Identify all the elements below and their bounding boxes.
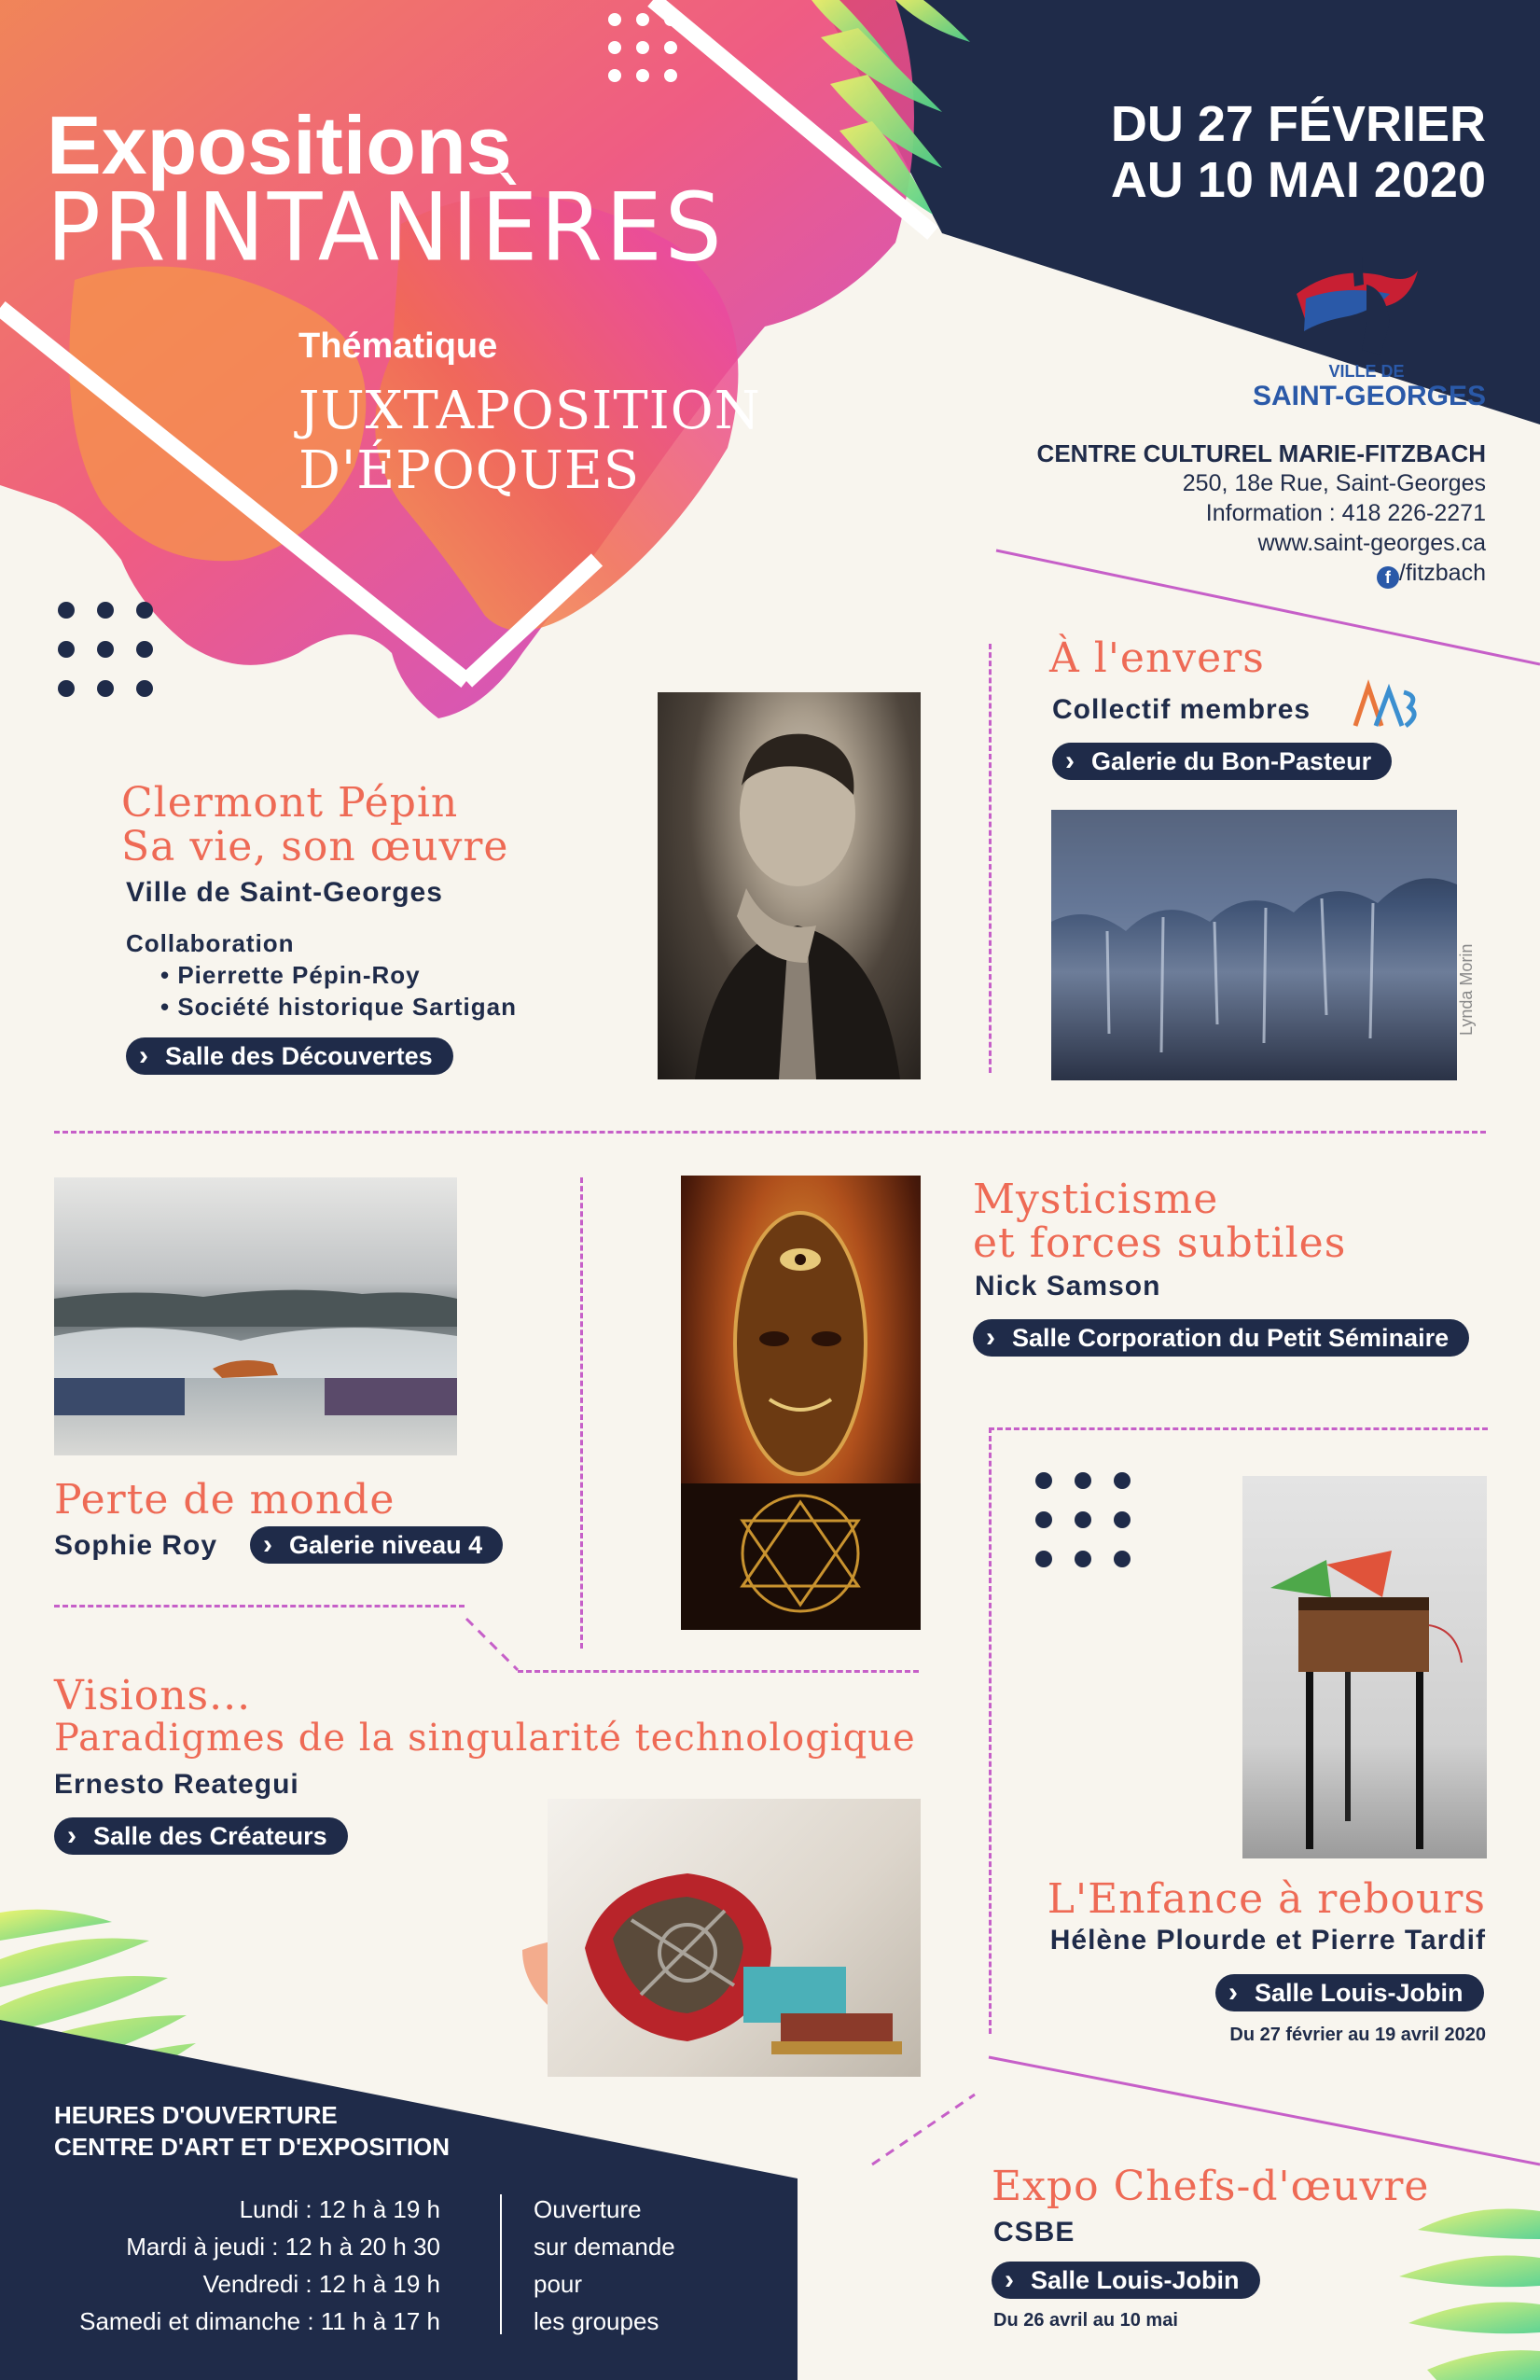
pepin-room-label: Salle des Découvertes	[165, 1042, 433, 1070]
hours-title2: CENTRE D'ART ET D'EXPOSITION	[54, 2133, 451, 2161]
dot-grid-top	[608, 13, 677, 82]
visions-room-label: Salle des Créateurs	[93, 1822, 327, 1850]
divider-horizontal-perte	[54, 1605, 465, 1608]
enfance-artist: Hélène Plourde et Pierre Tardif	[1049, 1925, 1486, 1955]
theme-line1: JUXTAPOSITION	[298, 381, 761, 441]
venue-name: CENTRE CULTUREL MARIE-FITZBACH	[1036, 439, 1486, 467]
chevron-right-icon: ›	[1005, 2264, 1014, 2295]
pepin-portrait-photo	[658, 692, 921, 1079]
envers-title: À l'envers	[1049, 634, 1265, 682]
venue-website[interactable]: www.saint-georges.ca	[1257, 530, 1486, 556]
mask-figure	[681, 1176, 921, 1630]
hours-title1: HEURES D'OUVERTURE	[54, 2101, 338, 2129]
envers-room-button[interactable]	[1052, 743, 1392, 780]
portrait-figure	[658, 692, 921, 1079]
visions-title1: Visions...	[54, 1672, 252, 1719]
logo-line2: SAINT-GEORGES	[1252, 381, 1486, 411]
perte-scene	[54, 1177, 457, 1455]
venue-block	[1037, 438, 1486, 589]
mysticisme-room-button[interactable]	[973, 1319, 1469, 1357]
chevron-right-icon: ›	[1228, 1977, 1238, 2008]
hours-note-line: Ouverture	[534, 2195, 642, 2223]
mysticisme-mask-photo	[681, 1176, 921, 1630]
mysticisme-title2: et forces subtiles	[973, 1219, 1347, 1267]
pepin-collab-1-text: Pierrette Pépin-Roy	[177, 961, 421, 989]
visions-artist: Ernesto Reategui	[54, 1769, 299, 1800]
perte-room-label: Galerie niveau 4	[289, 1531, 483, 1559]
chefs-room-label: Salle Louis-Jobin	[1031, 2266, 1240, 2294]
aab-logo-icon	[1348, 679, 1422, 731]
mysticisme-room-label: Salle Corporation du Petit Séminaire	[1012, 1324, 1450, 1352]
perte-artist: Sophie Roy	[54, 1530, 218, 1561]
visions-scene	[548, 1799, 921, 2077]
mysticisme-artist: Nick Samson	[975, 1271, 1161, 1301]
visions-title2: Paradigmes de la singularité technologique	[54, 1717, 916, 1760]
pepin-collab-2-text: Société historique Sartigan	[177, 993, 517, 1021]
title-bottom: PRINTANIÈRES	[47, 173, 725, 283]
date-line1: DU 27 FÉVRIER	[1110, 96, 1486, 152]
perte-title: Perte de monde	[54, 1476, 395, 1524]
hours-note-line: les groupes	[534, 2307, 659, 2335]
perte-landscape-photo	[54, 1177, 457, 1455]
pepin-collab-2: • Société historique Sartigan	[160, 993, 517, 1021]
divider-vertical-top	[989, 644, 992, 1073]
pepin-collab-label: Collaboration	[126, 929, 295, 957]
facebook-icon: f	[1377, 566, 1399, 589]
envers-texture-photo	[1051, 810, 1457, 1080]
chevron-right-icon: ›	[67, 1820, 76, 1851]
visions-room-button[interactable]	[54, 1817, 348, 1855]
title-top: Expositions	[47, 99, 512, 191]
chefs-title: Expo Chefs-d'œuvre	[992, 2163, 1430, 2210]
chefs-dates: Du 26 avril au 10 mai	[993, 2310, 1178, 2331]
hours-note	[534, 2191, 675, 2340]
hours-row: Lundi : 12 h à 19 h	[239, 2195, 440, 2223]
pepin-room-button[interactable]	[126, 1037, 453, 1075]
hours-row: Vendredi : 12 h à 19 h	[202, 2270, 440, 2298]
pepin-artist: Ville de Saint-Georges	[126, 877, 443, 908]
envers-photo-credit: Lynda Morin	[1457, 943, 1476, 1036]
enfance-sculpture-photo	[1242, 1476, 1487, 1858]
venue-social[interactable]	[1037, 558, 1486, 589]
hours-note-line: sur demande	[534, 2233, 675, 2261]
frost-pattern	[1051, 810, 1457, 1080]
chevron-right-icon: ›	[1065, 745, 1075, 776]
venue-social-handle: /fitzbach	[1398, 560, 1486, 586]
pepin-title1: Clermont Pépin	[121, 779, 459, 827]
enfance-room-button[interactable]	[1215, 1974, 1484, 2011]
city-logo-icon	[1287, 257, 1427, 359]
date-line2: AU 10 MAI 2020	[1110, 152, 1486, 208]
visions-painting-photo	[548, 1799, 921, 2077]
dot-grid-left	[58, 602, 153, 697]
envers-room-label: Galerie du Bon-Pasteur	[1091, 747, 1372, 775]
enfance-title: L'Enfance à rebours	[1047, 1875, 1486, 1923]
venue-address: 250, 18e Rue, Saint-Georges	[1182, 470, 1486, 496]
chevron-right-icon: ›	[263, 1529, 272, 1560]
chefs-room-button[interactable]	[992, 2262, 1260, 2299]
divider-vertical-right	[989, 1427, 992, 2034]
perte-room-button[interactable]	[250, 1526, 503, 1564]
theme-line2: D'ÉPOQUES	[298, 440, 641, 501]
divider-horizontal-visions	[518, 1670, 919, 1673]
enfance-dates: Du 27 février au 19 avril 2020	[1229, 2025, 1486, 2045]
divider-horizontal-middle	[54, 1131, 1486, 1134]
mysticisme-title1: Mysticisme	[973, 1176, 1219, 1223]
hours-list	[54, 2191, 440, 2340]
theme-label: Thématique	[298, 327, 498, 366]
enfance-table	[1242, 1476, 1487, 1858]
venue-phone: Information : 418 226-2271	[1205, 500, 1486, 526]
envers-artist: Collectif membres	[1052, 694, 1311, 725]
chefs-artist: CSBE	[993, 2217, 1075, 2248]
hours-row: Mardi à jeudi : 12 h à 20 h 30	[126, 2233, 440, 2261]
chevron-right-icon: ›	[139, 1040, 148, 1071]
pepin-collab-1: • Pierrette Pépin-Roy	[160, 961, 421, 989]
divider-horizontal-right	[989, 1427, 1488, 1430]
divider-vertical-left	[580, 1177, 583, 1649]
chevron-right-icon: ›	[986, 1322, 995, 1353]
hours-separator	[500, 2194, 502, 2334]
enfance-room-label: Salle Louis-Jobin	[1255, 1979, 1464, 2007]
logo-line1: VILLE DE	[1328, 362, 1405, 381]
hours-row: Samedi et dimanche : 11 h à 17 h	[79, 2307, 440, 2335]
hours-note-line: pour	[534, 2270, 583, 2298]
dot-grid-right	[1035, 1472, 1131, 1567]
pepin-title2: Sa vie, son œuvre	[121, 823, 509, 870]
